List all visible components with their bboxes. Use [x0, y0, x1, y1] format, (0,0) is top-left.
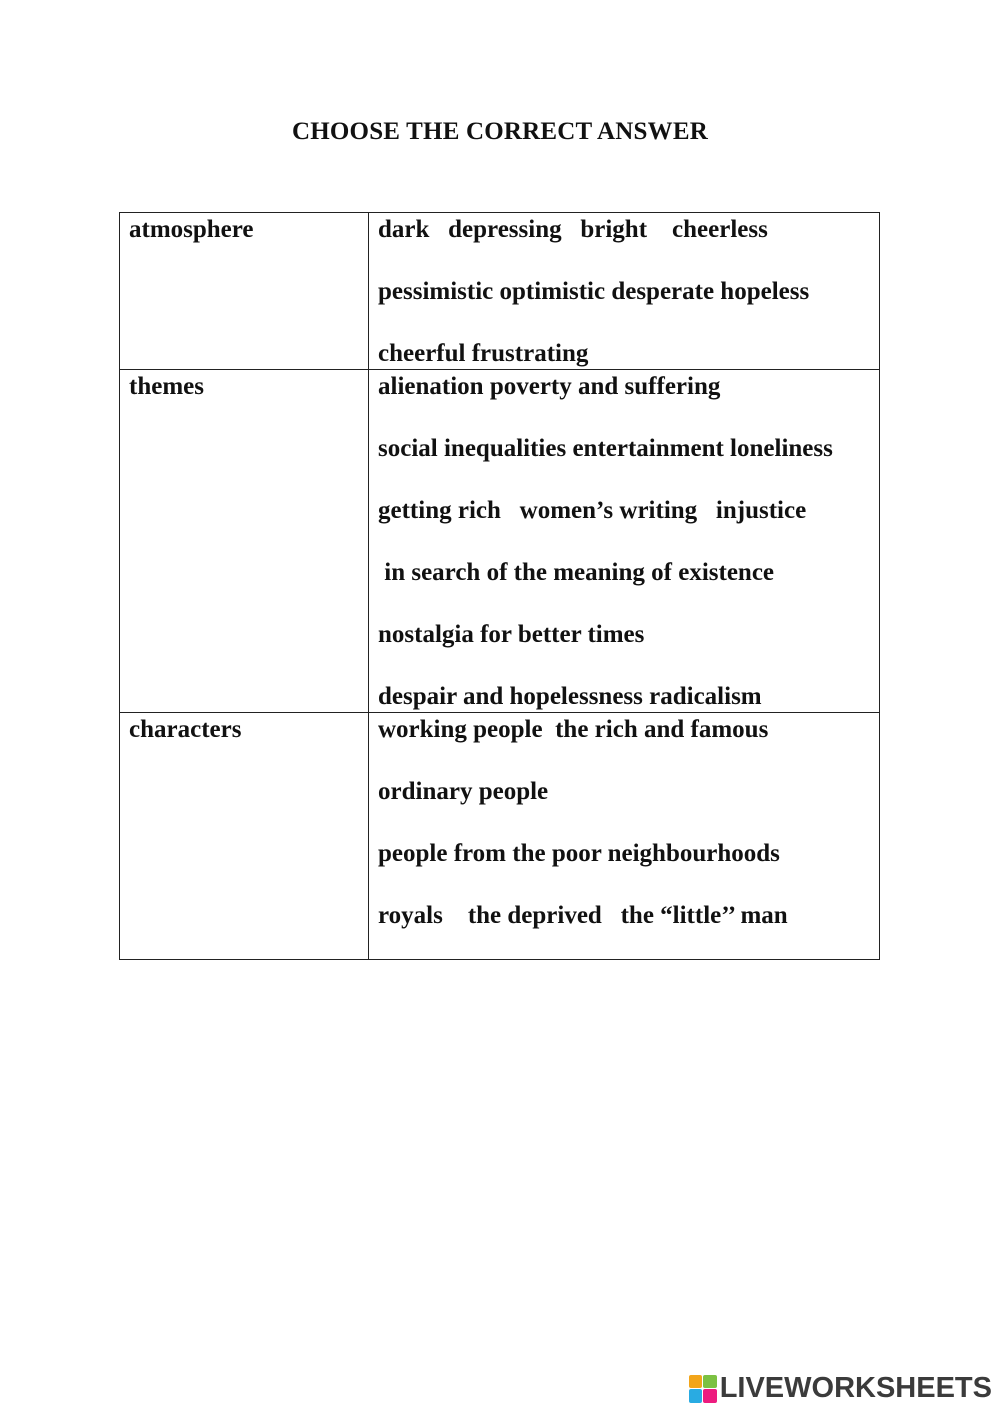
row-label: themes [120, 370, 369, 713]
page-title: CHOOSE THE CORRECT ANSWER [292, 118, 708, 145]
option-line[interactable]: cheerful frustrating [378, 340, 589, 367]
option-line[interactable]: royals the deprived the “little’’ man [378, 902, 788, 929]
brand-name: LIVEWORKSHEETS [719, 1372, 992, 1404]
brand-footer[interactable] [689, 1372, 992, 1405]
options-cell [369, 213, 880, 370]
option-line[interactable]: dark depressing bright cheerless [378, 216, 768, 243]
option-line[interactable]: ordinary people [378, 778, 549, 805]
option-line[interactable]: nostalgia for better times [378, 621, 645, 648]
option-line[interactable]: people from the poor neighbourhoods [378, 840, 780, 867]
option-line[interactable]: getting rich women’s writing injustice [378, 497, 807, 524]
options-cell [369, 370, 880, 713]
table-row-characters [120, 713, 880, 960]
row-label: atmosphere [120, 213, 369, 370]
options-cell [369, 713, 880, 960]
option-line[interactable]: social inequalities entertainment loneliness [378, 435, 833, 462]
option-line[interactable]: pessimistic optimistic desperate hopeless [378, 278, 810, 305]
option-line[interactable]: in search of the meaning of existence [378, 559, 775, 586]
liveworksheets-logo-icon [689, 1375, 717, 1403]
table-row-atmosphere [120, 213, 880, 370]
table-row-themes [120, 370, 880, 713]
row-label: characters [120, 713, 369, 960]
answer-table [119, 212, 880, 960]
option-line[interactable]: despair and hopelessness radicalism [378, 683, 762, 710]
option-line[interactable]: working people the rich and famous [378, 716, 769, 743]
option-line[interactable]: alienation poverty and suffering [378, 373, 721, 400]
